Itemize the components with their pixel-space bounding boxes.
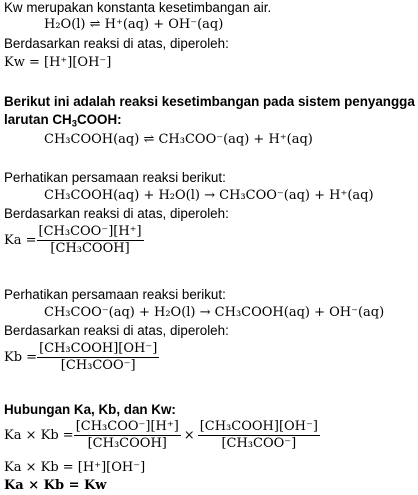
kb-numerator: [CH₃COOH][OH⁻] bbox=[39, 341, 158, 356]
buffer-heading-prefix: larutan CH bbox=[4, 112, 72, 127]
relation-times-sign: × bbox=[183, 428, 195, 443]
kb-intro-text: Perhatikan persamaan reaksi berikut: bbox=[4, 287, 226, 302]
kw-derived-text: Berdasarkan reaksi di atas, diperoleh: bbox=[4, 36, 229, 51]
water-equilibrium-reaction: H₂O(l) ⇌ H⁺(aq) + OH⁻(aq) bbox=[44, 17, 224, 32]
kb-derived-text: Berdasarkan reaksi di atas, diperoleh: bbox=[4, 323, 229, 338]
relation-fraction-expression bbox=[4, 419, 320, 452]
ka-denominator: [CH₃COOH] bbox=[37, 240, 144, 257]
buffer-heading-sub: 3 bbox=[71, 118, 77, 129]
buffer-heading-suffix: COOH: bbox=[76, 112, 122, 127]
relation-fraction-2-numerator: [CH₃COOH][OH⁻] bbox=[199, 419, 318, 434]
buffer-equilibrium-reaction: CH₃COOH(aq) ⇌ CH₃COO⁻(aq) + H⁺(aq) bbox=[44, 132, 313, 147]
ka-lhs: Ka = bbox=[4, 233, 37, 248]
relation-fraction-1-denominator: [CH₃COOH] bbox=[74, 435, 181, 452]
ka-fraction bbox=[37, 224, 144, 257]
kw-expression bbox=[4, 53, 111, 71]
ka-reaction: CH₃COOH(aq) + H₂O(l) → CH₃COO⁻(aq) + H⁺(aq) bbox=[44, 188, 374, 203]
relation-fraction-1 bbox=[74, 419, 181, 452]
buffer-heading-line2 bbox=[4, 112, 122, 127]
relation-fraction-2 bbox=[198, 419, 320, 452]
relation-lhs: Ka × Kb = bbox=[4, 428, 74, 443]
kb-reaction: CH₃COO⁻(aq) + H₂O(l) → CH₃COOH(aq) + OH⁻(aq) bbox=[44, 305, 385, 320]
kb-lhs: Kb = bbox=[4, 350, 38, 365]
kb-denominator: [CH₃COO⁻] bbox=[37, 357, 159, 374]
ka-intro-text: Perhatikan persamaan reaksi berikut: bbox=[4, 170, 226, 185]
relation-fraction-1-numerator: [CH₃COO⁻][H⁺] bbox=[75, 419, 179, 434]
relation-line-3: Ka × Kb = Kw bbox=[4, 478, 107, 493]
relation-line-2: Ka × Kb = [H⁺][OH⁻] bbox=[4, 460, 146, 475]
relation-fraction-2-denominator: [CH₃COO⁻] bbox=[198, 435, 320, 452]
ka-expression bbox=[4, 224, 144, 257]
kw-lhs: Kw = bbox=[4, 55, 44, 70]
ka-derived-text: Berdasarkan reaksi di atas, diperoleh: bbox=[4, 206, 229, 221]
kw-intro-text: Kw merupakan konstanta kesetimbangan air. bbox=[4, 0, 272, 15]
relation-heading: Hubungan Ka, Kb, dan Kw: bbox=[4, 402, 176, 417]
kb-fraction bbox=[37, 341, 159, 374]
ka-numerator: [CH₃COO⁻][H⁺] bbox=[38, 224, 142, 239]
kb-expression bbox=[4, 341, 159, 374]
kw-rhs: [H⁺][OH⁻] bbox=[44, 55, 112, 70]
buffer-heading-line1: Berikut ini adalah reaksi kesetimbangan pada sistem penyangga bbox=[4, 94, 415, 109]
